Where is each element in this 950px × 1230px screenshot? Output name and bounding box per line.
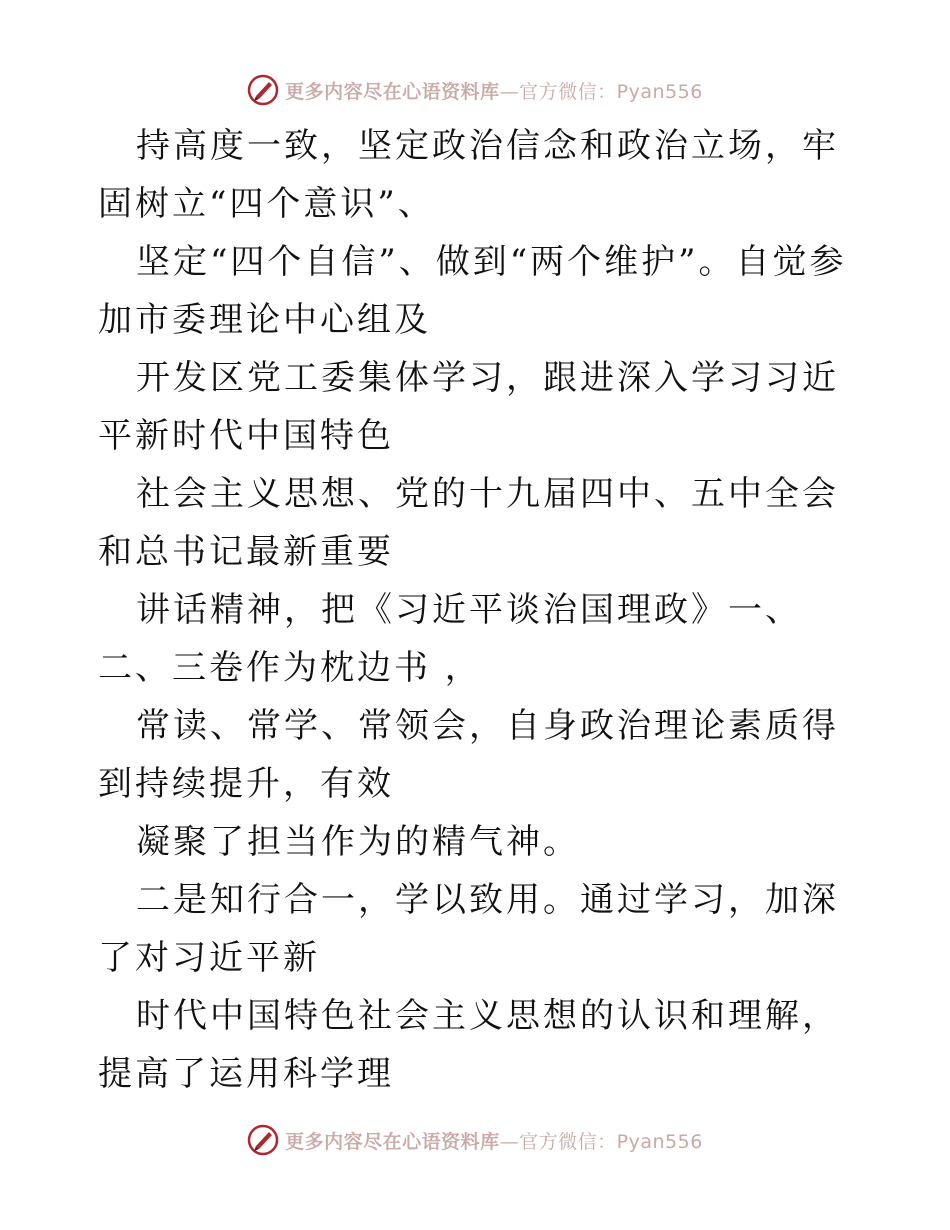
brand-logo-icon [247, 74, 279, 106]
paragraph: 讲话精神，把《习近平谈治国理政》一、二、三卷作为枕边书 ， [98, 590, 802, 688]
footer-banner [0, 1120, 950, 1160]
paragraph: 开发区党工委集体学习，跟进深入学习习近平新时代中国特色 [98, 358, 839, 456]
header-watermark [285, 77, 703, 104]
paragraph: 社会主义思想、党的十九届四中、五中全会和总书记最新重要 [98, 474, 839, 572]
header-separator: — [499, 80, 520, 103]
header-wechat-text: 官方微信：Pyan556 [519, 80, 703, 103]
paragraph: 持高度一致，坚定政治信念和政治立场，牢固树立“四个意识”、 [98, 126, 839, 224]
paragraph: 时代中国特色社会主义思想的认识和理解，提高了运用科学理 [98, 996, 839, 1094]
footer-separator: — [499, 1130, 520, 1153]
footer-watermark [285, 1127, 703, 1154]
header-brand-text: 更多内容尽在心语资料库 [285, 80, 500, 103]
footer-brand-text: 更多内容尽在心语资料库 [285, 1130, 500, 1153]
paragraph: 凝聚了担当作为的精气神。 [136, 822, 580, 862]
paragraph: 坚定“四个自信”、做到“两个维护”。自觉参加市委理论中心组及 [98, 242, 847, 340]
footer-wechat-text: 官方微信：Pyan556 [519, 1130, 703, 1153]
document-body [98, 117, 858, 1103]
paragraph: 常读、常学、常领会，自身政治理论素质得到持续提升，有效 [98, 706, 839, 804]
paragraph: 二是知行合一，学以致用。通过学习，加深了对习近平新 [98, 880, 839, 978]
brand-logo-icon [247, 1124, 279, 1156]
header-banner [0, 70, 950, 110]
